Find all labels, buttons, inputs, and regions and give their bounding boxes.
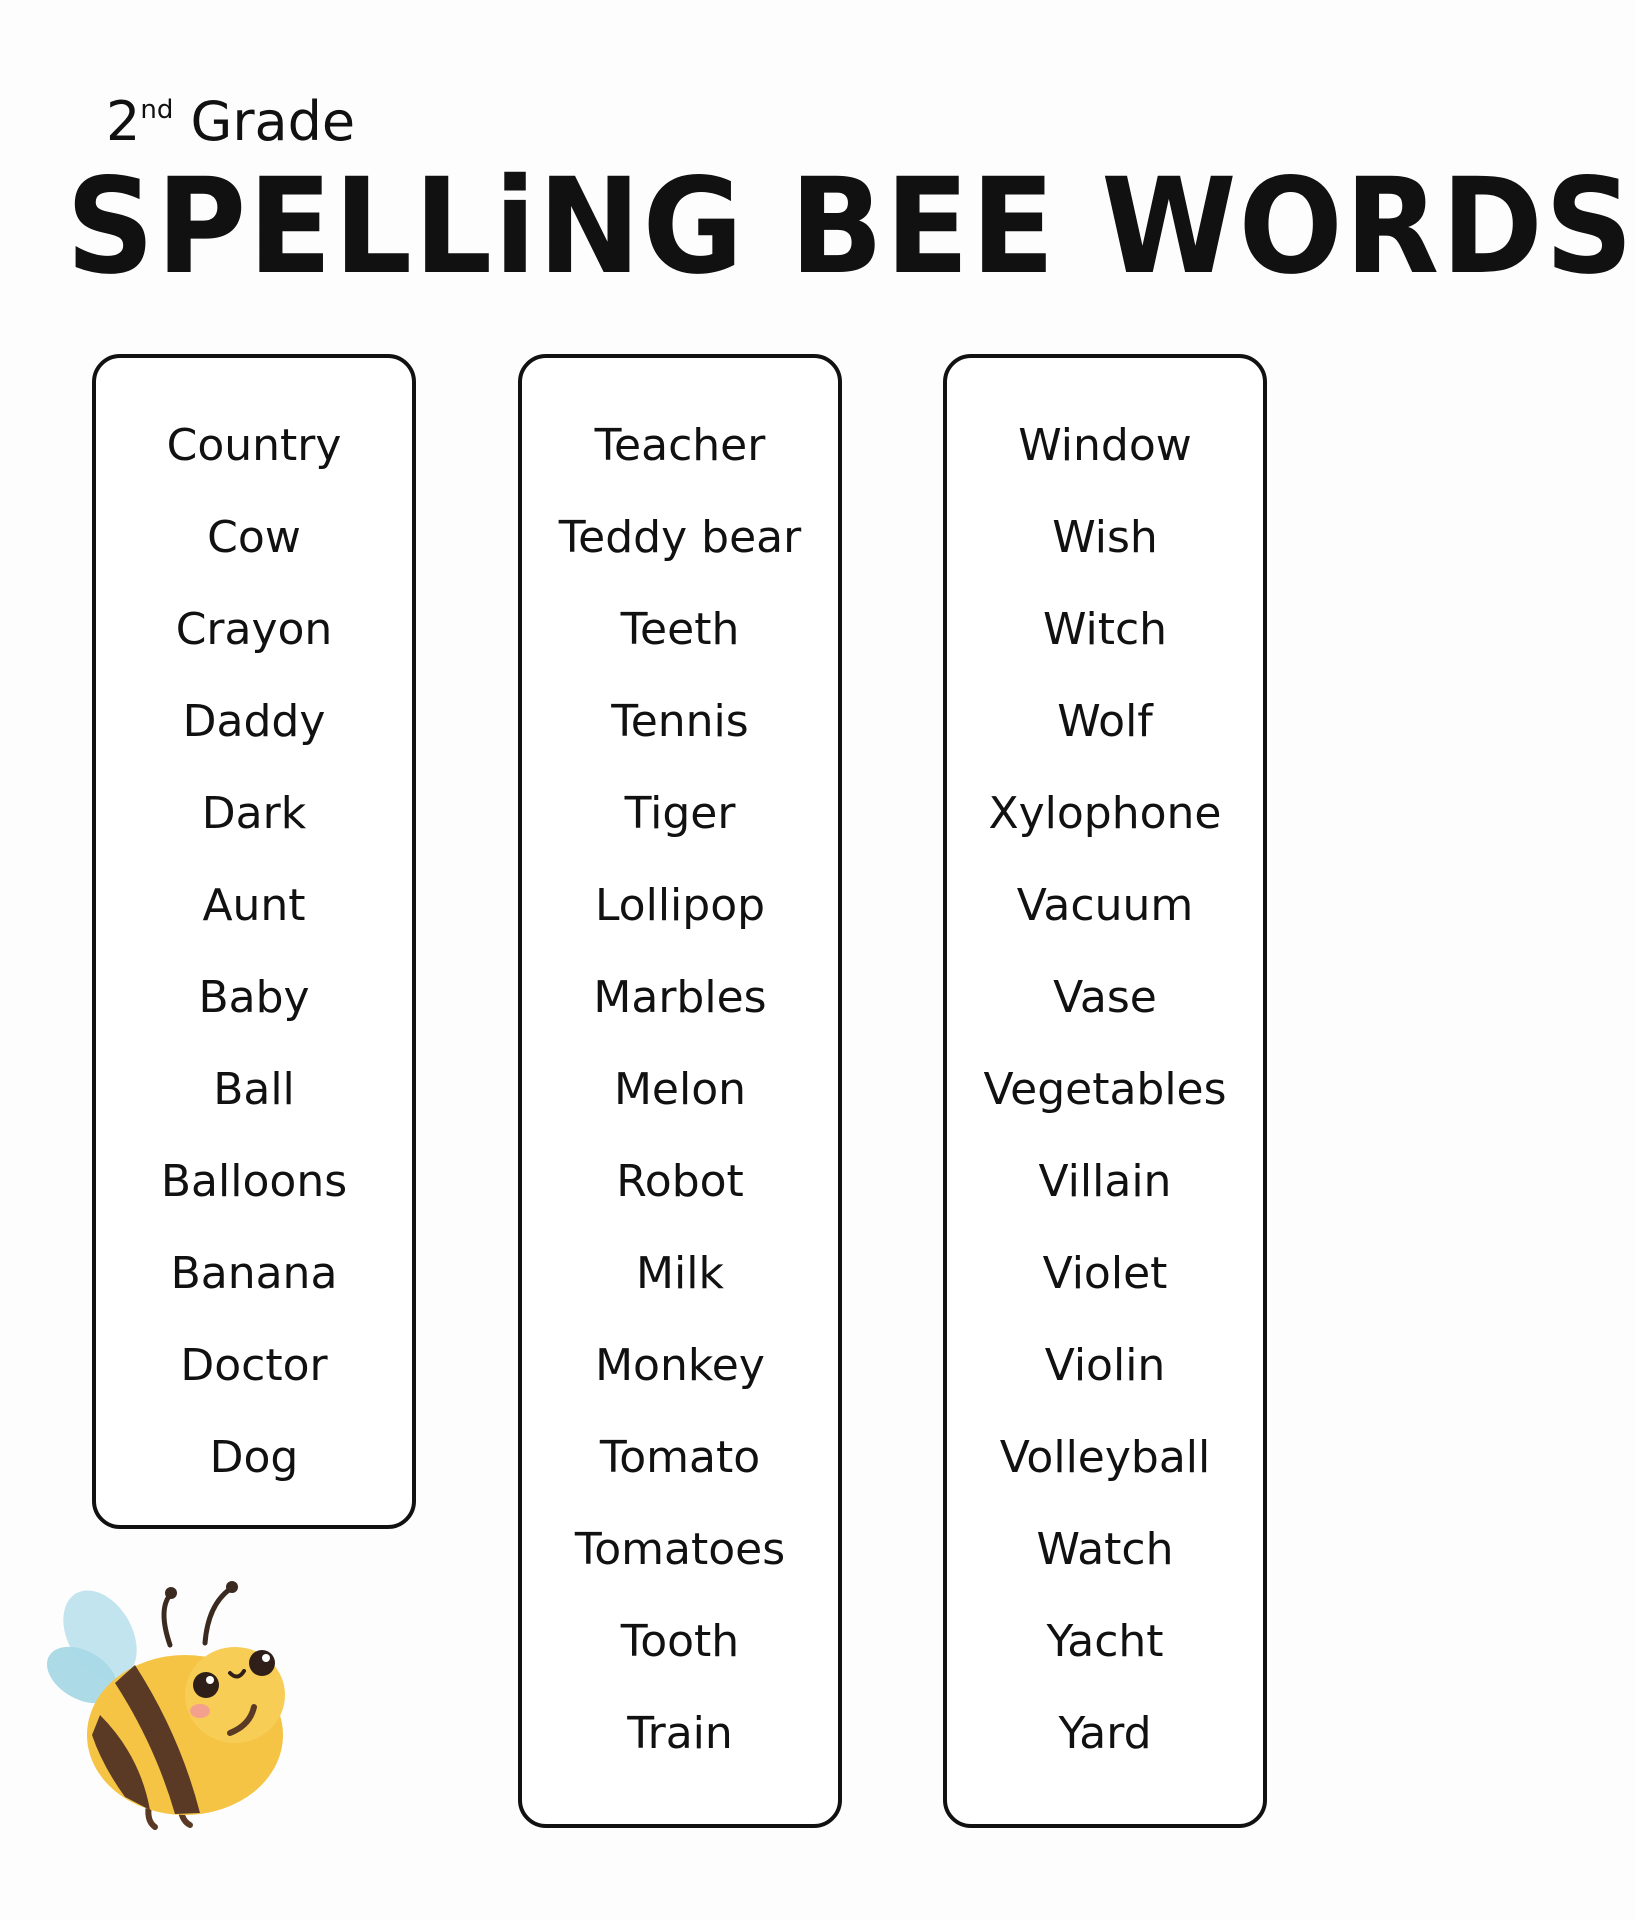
spelling-word: Balloons xyxy=(160,1156,348,1207)
spelling-word: Lollipop xyxy=(594,880,766,931)
spelling-word: Villain xyxy=(1038,1156,1172,1207)
spelling-word: Teddy bear xyxy=(558,512,802,563)
spelling-word: Vase xyxy=(1053,972,1157,1023)
spelling-word: Vacuum xyxy=(1016,880,1194,931)
bee-eye xyxy=(193,1672,219,1698)
spelling-word: Wolf xyxy=(1057,696,1153,747)
spelling-word: Violin xyxy=(1044,1340,1166,1391)
bee-eye xyxy=(249,1650,275,1676)
spelling-word: Train xyxy=(627,1708,733,1759)
spelling-word: Country xyxy=(166,420,342,471)
spelling-word: Milk xyxy=(636,1248,724,1299)
spelling-word: Tomato xyxy=(599,1432,761,1483)
spelling-word: Doctor xyxy=(180,1340,328,1391)
spelling-word: Yacht xyxy=(1046,1616,1164,1667)
bee-illustration xyxy=(30,1565,300,1835)
spelling-word: Dark xyxy=(201,788,307,839)
spelling-word: Marbles xyxy=(593,972,767,1023)
spelling-word: Tiger xyxy=(624,788,736,839)
spelling-word: Xylophone xyxy=(988,788,1222,839)
spelling-word: Ball xyxy=(213,1064,295,1115)
bee-antenna-tip xyxy=(226,1581,238,1593)
spelling-word: Volleyball xyxy=(999,1432,1211,1483)
spelling-word: Tomatoes xyxy=(574,1524,786,1575)
spelling-word: Crayon xyxy=(175,604,333,655)
spelling-word: Witch xyxy=(1042,604,1168,655)
spelling-word: Tooth xyxy=(620,1616,740,1667)
spelling-word: Teeth xyxy=(620,604,740,655)
word-list-column-1 xyxy=(92,354,416,1529)
word-list-2 xyxy=(522,400,838,1780)
spelling-word: Melon xyxy=(613,1064,747,1115)
bee-antenna xyxy=(205,1589,230,1643)
word-list-3 xyxy=(947,400,1263,1780)
spelling-word: Watch xyxy=(1036,1524,1174,1575)
spelling-word: Yard xyxy=(1058,1708,1152,1759)
grade-number: 2 xyxy=(106,90,141,153)
spelling-word: Banana xyxy=(170,1248,338,1299)
spelling-word: Daddy xyxy=(182,696,326,747)
bee-antenna xyxy=(164,1595,170,1645)
spelling-word: Teacher xyxy=(594,420,766,471)
spelling-word: Baby xyxy=(198,972,310,1023)
bee-antenna-tip xyxy=(165,1587,177,1599)
spelling-word: Wish xyxy=(1052,512,1158,563)
spelling-word: Aunt xyxy=(202,880,306,931)
spelling-word: Tennis xyxy=(611,696,749,747)
spelling-word: Cow xyxy=(207,512,301,563)
bee-cheek xyxy=(190,1704,210,1718)
spelling-word: Vegetables xyxy=(983,1064,1227,1115)
word-list-column-2 xyxy=(518,354,842,1828)
word-list-column-3 xyxy=(943,354,1267,1828)
spelling-word: Robot xyxy=(616,1156,744,1207)
page-title: SPELLiNG BEE WORDS xyxy=(66,150,1635,304)
grade-label: Grade xyxy=(173,90,356,153)
spelling-word: Violet xyxy=(1042,1248,1168,1299)
grade-suffix: nd xyxy=(140,95,174,125)
word-list-1 xyxy=(96,400,412,1504)
spelling-word: Monkey xyxy=(595,1340,765,1391)
spelling-word: Dog xyxy=(209,1432,299,1483)
spelling-word: Window xyxy=(1018,420,1192,471)
